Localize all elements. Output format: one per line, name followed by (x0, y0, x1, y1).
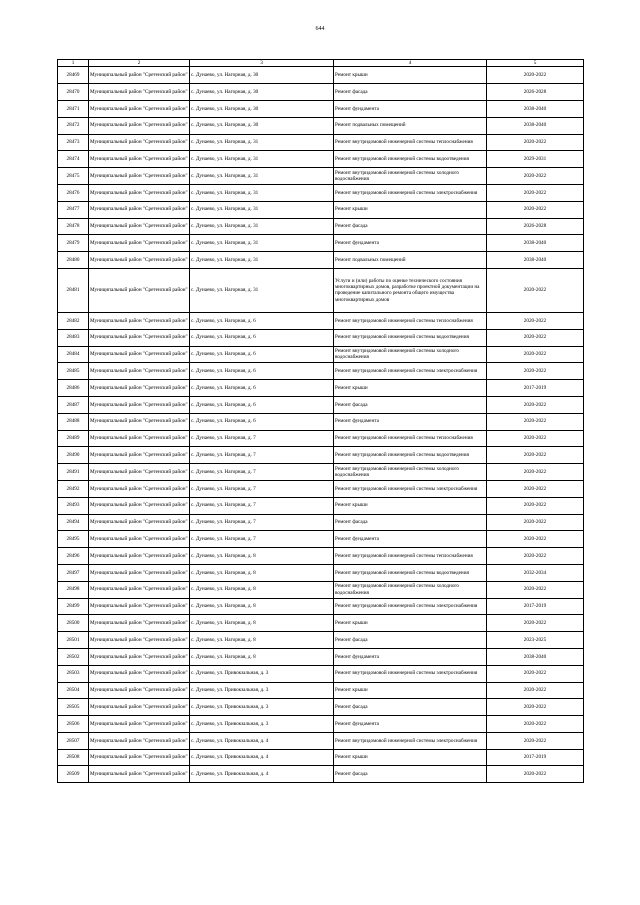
table-cell-years: 2020-2022 (487, 716, 584, 733)
table-cell-work: Ремонт крыши (334, 682, 487, 699)
table-cell-addr: с. Дунаево, ул. Нагорная, д. 6 (190, 312, 334, 329)
table-cell-work: Ремонт внутридомовой инженерной системы теплоснабжения (334, 548, 487, 565)
table-cell-addr: с. Дунаево, ул. Нагорная, д. 6 (190, 329, 334, 346)
table-row (58, 447, 584, 464)
table-cell-num: 28475 (58, 168, 89, 185)
table-cell-years: 2026-2028 (487, 218, 584, 235)
table-cell-work: Ремонт фундамента (334, 235, 487, 252)
table-cell-work: Ремонт подвальных помещений (334, 117, 487, 134)
table-cell-years: 2017-2019 (487, 598, 584, 615)
table-cell-mun: Муниципальный район "Сретенский район" (89, 464, 190, 481)
table-cell-years: 2020-2022 (487, 766, 584, 783)
table-body (58, 67, 584, 783)
table-cell-years: 2020-2022 (487, 732, 584, 749)
table-cell-num: 28488 (58, 413, 89, 430)
table-cell-addr: с. Дунаево, ул. Нагорная, д. 8 (190, 581, 334, 598)
table-cell-years: 2020-2022 (487, 514, 584, 531)
table-cell-num: 28471 (58, 101, 89, 118)
table-cell-addr: с. Дунаево, ул. Привокзальная, д. 4 (190, 749, 334, 766)
table-cell-work: Ремонт фасада (334, 218, 487, 235)
table-cell-addr: с. Дунаево, ул. Нагорная, д. 30 (190, 67, 334, 84)
table-cell-mun: Муниципальный район "Сретенский район" (89, 766, 190, 783)
table-row (58, 413, 584, 430)
table-cell-years: 2020-2022 (487, 464, 584, 481)
table-cell-work: Ремонт внутридомовой инженерной системы теплоснабжения (334, 134, 487, 151)
table-cell-mun: Муниципальный район "Сретенский район" (89, 480, 190, 497)
table-cell-years: 2038-2040 (487, 117, 584, 134)
table-cell-work: Ремонт внутридомовой инженерной системы электроснабжения (334, 732, 487, 749)
table-cell-work: Ремонт фундамента (334, 648, 487, 665)
table-row (58, 201, 584, 218)
table-cell-work: Ремонт внутридомовой инженерной системы электроснабжения (334, 480, 487, 497)
table-cell-num: 28481 (58, 268, 89, 312)
table-row (58, 749, 584, 766)
table-cell-num: 28485 (58, 363, 89, 380)
table-cell-mun: Муниципальный район "Сретенский район" (89, 682, 190, 699)
column-header: 3 (190, 60, 334, 67)
table-cell-addr: с. Дунаево, ул. Нагорная, д. 8 (190, 598, 334, 615)
table-cell-years: 2020-2022 (487, 548, 584, 565)
table-row (58, 329, 584, 346)
table-cell-work: Ремонт фундамента (334, 531, 487, 548)
table-row (58, 581, 584, 598)
table-cell-mun: Муниципальный район "Сретенский район" (89, 665, 190, 682)
table-cell-years: 2020-2022 (487, 480, 584, 497)
table-cell-years: 2020-2022 (487, 581, 584, 598)
table-cell-mun: Муниципальный район "Сретенский район" (89, 648, 190, 665)
table-cell-work: Ремонт фасада (334, 699, 487, 716)
table-cell-work: Ремонт фундамента (334, 101, 487, 118)
table-cell-mun: Муниципальный район "Сретенский район" (89, 548, 190, 565)
table-cell-years: 2020-2022 (487, 329, 584, 346)
table-cell-addr: с. Дунаево, ул. Нагорная, д. 31 (190, 218, 334, 235)
table-cell-addr: с. Дунаево, ул. Нагорная, д. 31 (190, 184, 334, 201)
table-row (58, 632, 584, 649)
capital-repair-table (57, 59, 584, 783)
table-cell-addr: с. Дунаево, ул. Нагорная, д. 8 (190, 548, 334, 565)
table-row (58, 151, 584, 168)
table-cell-mun: Муниципальный район "Сретенский район" (89, 312, 190, 329)
table-cell-years: 2017-2019 (487, 380, 584, 397)
table-cell-years: 2020-2022 (487, 665, 584, 682)
table-cell-work: Ремонт внутридомовой инженерной системы водоотведения (334, 329, 487, 346)
table-cell-num: 28469 (58, 67, 89, 84)
table-cell-years: 2029-2031 (487, 151, 584, 168)
table-row (58, 84, 584, 101)
table-cell-years: 2023-2025 (487, 632, 584, 649)
table-cell-years: 2038-2040 (487, 252, 584, 269)
table-cell-work: Ремонт фундамента (334, 413, 487, 430)
table-row (58, 598, 584, 615)
table-cell-years: 2020-2022 (487, 430, 584, 447)
table-row (58, 363, 584, 380)
table-cell-num: 28505 (58, 699, 89, 716)
table-cell-years: 2032-2034 (487, 564, 584, 581)
table-cell-num: 28474 (58, 151, 89, 168)
table-cell-years: 2020-2022 (487, 312, 584, 329)
table-cell-addr: с. Дунаево, ул. Нагорная, д. 30 (190, 101, 334, 118)
table-cell-work: Ремонт крыши (334, 380, 487, 397)
table-cell-addr: с. Дунаево, ул. Нагорная, д. 6 (190, 396, 334, 413)
table-cell-num: 28470 (58, 84, 89, 101)
table-cell-num: 28508 (58, 749, 89, 766)
table-cell-years: 2020-2022 (487, 699, 584, 716)
table-cell-num: 28473 (58, 134, 89, 151)
table-cell-mun: Муниципальный район "Сретенский район" (89, 346, 190, 363)
table-cell-addr: с. Дунаево, ул. Нагорная, д. 31 (190, 252, 334, 269)
table-cell-years: 2020-2022 (487, 134, 584, 151)
table-row (58, 548, 584, 565)
table-cell-addr: с. Дунаево, ул. Нагорная, д. 7 (190, 447, 334, 464)
table-cell-years: 2020-2022 (487, 363, 584, 380)
table-cell-mun: Муниципальный район "Сретенский район" (89, 184, 190, 201)
table-cell-addr: с. Дунаево, ул. Нагорная, д. 6 (190, 413, 334, 430)
table-row (58, 665, 584, 682)
table-cell-work: Ремонт фасада (334, 632, 487, 649)
table-cell-work: Ремонт крыши (334, 67, 487, 84)
table-cell-mun: Муниципальный район "Сретенский район" (89, 615, 190, 632)
table-cell-mun: Муниципальный район "Сретенский район" (89, 268, 190, 312)
table-cell-addr: с. Дунаево, ул. Нагорная, д. 31 (190, 235, 334, 252)
table-cell-mun: Муниципальный район "Сретенский район" (89, 252, 190, 269)
table-cell-years: 2020-2022 (487, 497, 584, 514)
table-cell-work: Ремонт внутридомовой инженерной системы водоотведения (334, 564, 487, 581)
table-cell-num: 28482 (58, 312, 89, 329)
table-cell-work: Ремонт внутридомовой инженерной системы водоотведения (334, 447, 487, 464)
table-cell-work: Ремонт фасада (334, 84, 487, 101)
table-cell-years: 2038-2040 (487, 235, 584, 252)
table-header-row (58, 60, 584, 67)
table-cell-years: 2020-2022 (487, 346, 584, 363)
table-cell-mun: Муниципальный район "Сретенский район" (89, 363, 190, 380)
table-row (58, 346, 584, 363)
table-cell-years: 2020-2022 (487, 268, 584, 312)
table-cell-work: Ремонт внутридомовой инженерной системы холодного водоснабжения (334, 464, 487, 481)
table-cell-mun: Муниципальный район "Сретенский район" (89, 84, 190, 101)
table-cell-years: 2026-2028 (487, 84, 584, 101)
table-row (58, 134, 584, 151)
table-cell-addr: с. Дунаево, ул. Нагорная, д. 8 (190, 648, 334, 665)
table-cell-work: Ремонт внутридомовой инженерной системы теплоснабжения (334, 312, 487, 329)
table-cell-addr: с. Дунаево, ул. Нагорная, д. 7 (190, 514, 334, 531)
table-cell-addr: с. Дунаево, ул. Нагорная, д. 7 (190, 531, 334, 548)
table-cell-years: 2020-2022 (487, 168, 584, 185)
table-cell-work: Ремонт фундамента (334, 716, 487, 733)
table-cell-work: Ремонт внутридомовой инженерной системы электроснабжения (334, 665, 487, 682)
table-cell-mun: Муниципальный район "Сретенский район" (89, 151, 190, 168)
table-cell-mun: Муниципальный район "Сретенский район" (89, 564, 190, 581)
table-cell-work: Ремонт подвальных помещений (334, 252, 487, 269)
table-cell-work: Ремонт внутридомовой инженерной системы теплоснабжения (334, 430, 487, 447)
table-row (58, 101, 584, 118)
table-cell-work: Ремонт крыши (334, 749, 487, 766)
table-cell-work: Ремонт крыши (334, 615, 487, 632)
table-row (58, 648, 584, 665)
table-cell-work: Ремонт внутридомовой инженерной системы холодного водоснабжения (334, 346, 487, 363)
table-cell-mun: Муниципальный район "Сретенский район" (89, 117, 190, 134)
table-cell-num: 28476 (58, 184, 89, 201)
table-cell-addr: с. Дунаево, ул. Нагорная, д. 31 (190, 151, 334, 168)
table-cell-years: 2020-2022 (487, 413, 584, 430)
table-cell-mun: Муниципальный район "Сретенский район" (89, 531, 190, 548)
column-header: 4 (334, 60, 487, 67)
table-cell-years: 2038-2040 (487, 648, 584, 665)
table-row (58, 235, 584, 252)
table-cell-work: Ремонт внутридомовой инженерной системы электроснабжения (334, 363, 487, 380)
table-row (58, 497, 584, 514)
table-cell-mun: Муниципальный район "Сретенский район" (89, 632, 190, 649)
table-cell-num: 28480 (58, 252, 89, 269)
table-cell-mun: Муниципальный район "Сретенский район" (89, 235, 190, 252)
table-cell-addr: с. Дунаево, ул. Нагорная, д. 31 (190, 268, 334, 312)
table-cell-mun: Муниципальный район "Сретенский район" (89, 447, 190, 464)
table-cell-num: 28501 (58, 632, 89, 649)
table-cell-num: 28477 (58, 201, 89, 218)
table-row (58, 766, 584, 783)
table-row (58, 252, 584, 269)
table-cell-num: 28478 (58, 218, 89, 235)
table-cell-mun: Муниципальный район "Сретенский район" (89, 101, 190, 118)
table-cell-num: 28493 (58, 497, 89, 514)
table-cell-addr: с. Дунаево, ул. Нагорная, д. 6 (190, 346, 334, 363)
table-cell-mun: Муниципальный район "Сретенский район" (89, 732, 190, 749)
table-cell-num: 28497 (58, 564, 89, 581)
table-cell-num: 28484 (58, 346, 89, 363)
table-cell-addr: с. Дунаево, ул. Привокзальная, д. 3 (190, 716, 334, 733)
table-row (58, 615, 584, 632)
table-cell-work: Ремонт крыши (334, 497, 487, 514)
table-cell-addr: с. Дунаево, ул. Нагорная, д. 7 (190, 464, 334, 481)
table-cell-mun: Муниципальный район "Сретенский район" (89, 396, 190, 413)
table-cell-mun: Муниципальный район "Сретенский район" (89, 598, 190, 615)
table-cell-num: 28509 (58, 766, 89, 783)
table-row (58, 396, 584, 413)
table-cell-work: Ремонт внутридомовой инженерной системы водоотведения (334, 151, 487, 168)
table-cell-years: 2020-2022 (487, 201, 584, 218)
table-cell-addr: с. Дунаево, ул. Нагорная, д. 31 (190, 134, 334, 151)
table-cell-num: 28492 (58, 480, 89, 497)
table-cell-num: 28486 (58, 380, 89, 397)
table-row (58, 531, 584, 548)
table-row (58, 117, 584, 134)
table-cell-mun: Муниципальный район "Сретенский район" (89, 581, 190, 598)
table-cell-num: 28502 (58, 648, 89, 665)
table-cell-mun: Муниципальный район "Сретенский район" (89, 749, 190, 766)
table-row (58, 312, 584, 329)
table-cell-num: 28479 (58, 235, 89, 252)
table-cell-addr: с. Дунаево, ул. Нагорная, д. 7 (190, 497, 334, 514)
table-cell-num: 28489 (58, 430, 89, 447)
table-cell-addr: с. Дунаево, ул. Нагорная, д. 7 (190, 430, 334, 447)
table-cell-years: 2020-2022 (487, 531, 584, 548)
table-row (58, 682, 584, 699)
table-cell-num: 28496 (58, 548, 89, 565)
table-cell-mun: Муниципальный район "Сретенский район" (89, 201, 190, 218)
table-row (58, 218, 584, 235)
table-cell-addr: с. Дунаево, ул. Нагорная, д. 8 (190, 615, 334, 632)
table-cell-num: 28495 (58, 531, 89, 548)
table-cell-num: 28490 (58, 447, 89, 464)
table-cell-years: 2038-2040 (487, 101, 584, 118)
table-cell-num: 28472 (58, 117, 89, 134)
table-row (58, 480, 584, 497)
table-cell-years: 2020-2022 (487, 396, 584, 413)
table-row (58, 514, 584, 531)
table-cell-work: Ремонт фасада (334, 766, 487, 783)
table-row (58, 699, 584, 716)
page-number: 644 (315, 26, 325, 32)
table-cell-work: Ремонт внутридомовой инженерной системы электроснабжения (334, 184, 487, 201)
table-cell-num: 28500 (58, 615, 89, 632)
table-cell-years: 2020-2022 (487, 682, 584, 699)
table-cell-mun: Муниципальный район "Сретенский район" (89, 134, 190, 151)
table-cell-work: Услуги и (или) работы по оценке технического состояния многоквартирных домов, разработке проектной документации на проведение капитального ремонта общего имущества многоквартирных домов (334, 268, 487, 312)
table-cell-addr: с. Дунаево, ул. Нагорная, д. 8 (190, 632, 334, 649)
table-row (58, 380, 584, 397)
table-cell-years: 2017-2019 (487, 749, 584, 766)
table-cell-addr: с. Дунаево, ул. Нагорная, д. 7 (190, 480, 334, 497)
table-cell-work: Ремонт фасада (334, 396, 487, 413)
table-cell-num: 28494 (58, 514, 89, 531)
table-row (58, 268, 584, 312)
table-cell-mun: Муниципальный район "Сретенский район" (89, 514, 190, 531)
table-row (58, 732, 584, 749)
table-cell-mun: Муниципальный район "Сретенский район" (89, 380, 190, 397)
table-cell-work: Ремонт фасада (334, 514, 487, 531)
table-cell-years: 2020-2022 (487, 447, 584, 464)
column-header: 5 (487, 60, 584, 67)
table-cell-mun: Муниципальный район "Сретенский район" (89, 168, 190, 185)
table-cell-num: 28491 (58, 464, 89, 481)
column-header: 1 (58, 60, 89, 67)
table-cell-num: 28506 (58, 716, 89, 733)
table-cell-addr: с. Дунаево, ул. Привокзальная, д. 4 (190, 766, 334, 783)
table-cell-addr: с. Дунаево, ул. Нагорная, д. 31 (190, 168, 334, 185)
table-cell-num: 28503 (58, 665, 89, 682)
table-cell-mun: Муниципальный район "Сретенский район" (89, 218, 190, 235)
table-cell-num: 28483 (58, 329, 89, 346)
table-row (58, 168, 584, 185)
column-header: 2 (89, 60, 190, 67)
table-cell-addr: с. Дунаево, ул. Привокзальная, д. 4 (190, 732, 334, 749)
table-cell-mun: Муниципальный район "Сретенский район" (89, 329, 190, 346)
table-cell-num: 28487 (58, 396, 89, 413)
table-cell-addr: с. Дунаево, ул. Нагорная, д. 6 (190, 380, 334, 397)
table-cell-addr: с. Дунаево, ул. Нагорная, д. 30 (190, 117, 334, 134)
table-cell-mun: Муниципальный район "Сретенский район" (89, 413, 190, 430)
table-cell-mun: Муниципальный район "Сретенский район" (89, 67, 190, 84)
table-cell-mun: Муниципальный район "Сретенский район" (89, 716, 190, 733)
table-cell-years: 2020-2022 (487, 67, 584, 84)
table-cell-num: 28498 (58, 581, 89, 598)
table-cell-work: Ремонт внутридомовой инженерной системы электроснабжения (334, 598, 487, 615)
table-cell-addr: с. Дунаево, ул. Нагорная, д. 6 (190, 363, 334, 380)
table-row (58, 67, 584, 84)
table-cell-addr: с. Дунаево, ул. Привокзальная, д. 3 (190, 665, 334, 682)
table-cell-mun: Муниципальный район "Сретенский район" (89, 430, 190, 447)
table-cell-years: 2020-2022 (487, 615, 584, 632)
table-cell-work: Ремонт крыши (334, 201, 487, 218)
table-cell-num: 28499 (58, 598, 89, 615)
table-row (58, 464, 584, 481)
table-cell-num: 28504 (58, 682, 89, 699)
table-cell-addr: с. Дунаево, ул. Нагорная, д. 31 (190, 201, 334, 218)
table-row (58, 430, 584, 447)
table-cell-addr: с. Дунаево, ул. Привокзальная, д. 3 (190, 699, 334, 716)
table-cell-num: 28507 (58, 732, 89, 749)
table-row (58, 564, 584, 581)
table-cell-addr: с. Дунаево, ул. Нагорная, д. 30 (190, 84, 334, 101)
table-cell-mun: Муниципальный район "Сретенский район" (89, 699, 190, 716)
table-row (58, 184, 584, 201)
table-row (58, 716, 584, 733)
table-cell-addr: с. Дунаево, ул. Нагорная, д. 8 (190, 564, 334, 581)
table-cell-years: 2020-2022 (487, 184, 584, 201)
table-cell-work: Ремонт внутридомовой инженерной системы холодного водоснабжения (334, 581, 487, 598)
table-cell-work: Ремонт внутридомовой инженерной системы холодного водоснабжения (334, 168, 487, 185)
table-cell-mun: Муниципальный район "Сретенский район" (89, 497, 190, 514)
table-cell-addr: с. Дунаево, ул. Привокзальная, д. 3 (190, 682, 334, 699)
